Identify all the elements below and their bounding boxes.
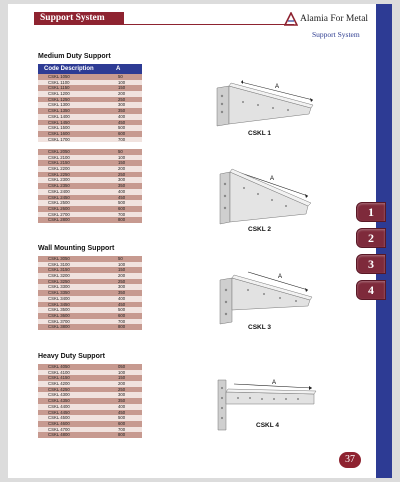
- table-row: [38, 217, 142, 223]
- code-cell: CSKL 1600: [48, 130, 70, 136]
- code-cell: CSKL 3150: [48, 267, 70, 273]
- header-title: Support System: [40, 13, 105, 23]
- tab-3[interactable]: [356, 254, 386, 274]
- section-title-wall-mounting: Wall Mounting Support: [38, 245, 115, 252]
- column-header-code: Code Description: [44, 66, 94, 72]
- dimension-a-label: A: [278, 274, 283, 280]
- code-cell: CSKL 1100: [48, 79, 70, 85]
- a-value-cell: 100: [118, 369, 126, 375]
- a-value-cell: 700: [118, 136, 126, 142]
- brand-logo: [284, 12, 376, 26]
- brand-mark-icon: [284, 12, 298, 26]
- table-row: [38, 324, 142, 330]
- section-title-medium-duty: Medium Duty Support: [38, 53, 111, 60]
- a-value-cell: 350: [118, 183, 126, 189]
- bracket-label-cskl-4: CSKL 4: [256, 422, 279, 429]
- a-value-cell: 600: [118, 312, 126, 318]
- code-cell: CSKL 2800: [48, 217, 70, 223]
- code-cell: CSKL 4300: [48, 392, 70, 398]
- code-cell: CSKL 4250: [48, 386, 70, 392]
- page-number: 37: [339, 452, 361, 468]
- code-cell: CSKL 2450: [48, 194, 70, 200]
- section-tabs: [356, 202, 386, 306]
- bracket-label-cskl-3: CSKL 3: [248, 324, 271, 331]
- a-value-cell: 300: [118, 102, 126, 108]
- a-value-cell: 200: [118, 166, 126, 172]
- a-value-cell: 250: [118, 96, 126, 102]
- a-value-cell: 450: [118, 409, 126, 415]
- a-value-cell: 400: [118, 295, 126, 301]
- code-cell: CSKL 2200: [48, 166, 70, 172]
- bracket-label-cskl-1: CSKL 1: [248, 130, 271, 137]
- code-cell: CSKL 2250: [48, 171, 70, 177]
- bracket-cskl-3-drawing: [208, 266, 323, 326]
- tab-label: 3: [368, 257, 374, 271]
- a-value-cell: 150: [118, 375, 126, 381]
- a-value-cell: 300: [118, 177, 126, 183]
- code-cell: CSKL 3200: [48, 273, 70, 279]
- a-value-cell: 100: [118, 79, 126, 85]
- code-cell: CSKL 4500: [48, 415, 70, 421]
- code-cell: CSKL 3500: [48, 307, 70, 313]
- a-value-cell: 100: [118, 261, 126, 267]
- a-value-cell: 150: [118, 85, 126, 91]
- code-cell: CSKL 4800: [48, 432, 70, 438]
- a-value-cell: 300: [118, 392, 126, 398]
- a-value-cell: 50: [118, 149, 123, 154]
- a-value-cell: 150: [118, 160, 126, 166]
- code-cell: CSKL 3050: [48, 256, 70, 261]
- dimension-a-label: A: [270, 176, 275, 182]
- code-cell: CSKL 4450: [48, 409, 70, 415]
- code-cell: CSKL 4050: [48, 364, 70, 369]
- a-value-cell: 350: [118, 290, 126, 296]
- tab-label: 1: [368, 205, 374, 219]
- spec-table-cskl-1: [38, 64, 142, 142]
- a-value-cell: 200: [118, 91, 126, 97]
- column-header-a: A: [116, 66, 121, 72]
- code-cell: CSKL 4200: [48, 381, 70, 387]
- a-value-cell: 250: [118, 278, 126, 284]
- a-value-cell: 600: [118, 420, 126, 426]
- code-cell: CSKL 4600: [48, 420, 70, 426]
- a-value-cell: 800: [118, 324, 126, 330]
- code-cell: CSKL 2150: [48, 160, 70, 166]
- a-value-cell: 50: [118, 256, 123, 261]
- bracket-label-cskl-2: CSKL 2: [248, 226, 271, 233]
- code-cell: CSKL 3450: [48, 301, 70, 307]
- code-cell: CSKL 2500: [48, 200, 70, 206]
- code-cell: CSKL 1450: [48, 119, 70, 125]
- table-header: [38, 64, 142, 74]
- code-cell: CSKL 1050: [48, 74, 70, 79]
- a-value-cell: 200: [118, 273, 126, 279]
- tab-4[interactable]: [356, 280, 386, 300]
- a-value-cell: 150: [118, 267, 126, 273]
- code-cell: CSKL 3100: [48, 261, 70, 267]
- tab-label: 4: [368, 283, 374, 297]
- code-cell: CSKL 3300: [48, 284, 70, 290]
- spec-table-cskl-3: [38, 256, 142, 330]
- a-value-cell: 500: [118, 415, 126, 421]
- code-cell: CSKL 3350: [48, 290, 70, 296]
- a-value-cell: 700: [118, 211, 126, 217]
- table-rows: [38, 364, 142, 438]
- code-cell: CSKL 3800: [48, 324, 70, 330]
- a-value-cell: 800: [118, 217, 126, 223]
- a-value-cell: 500: [118, 125, 126, 131]
- a-value-cell: 700: [118, 318, 126, 324]
- code-cell: CSKL 2400: [48, 188, 70, 194]
- a-value-cell: 700: [118, 426, 126, 432]
- bracket-cskl-2-drawing: [208, 166, 323, 228]
- code-cell: CSKL 4350: [48, 398, 70, 404]
- code-cell: CSKL 3250: [48, 278, 70, 284]
- a-value-cell: 600: [118, 205, 126, 211]
- a-value-cell: 050: [118, 364, 126, 369]
- code-cell: CSKL 2100: [48, 154, 70, 160]
- tab-label: 2: [368, 231, 374, 245]
- a-value-cell: 400: [118, 188, 126, 194]
- a-value-cell: 600: [118, 130, 126, 136]
- code-cell: CSKL 4700: [48, 426, 70, 432]
- bracket-cskl-1-drawing: [203, 72, 323, 130]
- header-rule: [34, 24, 294, 25]
- code-cell: CSKL 1350: [48, 108, 70, 114]
- a-value-cell: 450: [118, 301, 126, 307]
- a-value-cell: 450: [118, 119, 126, 125]
- a-value-cell: 100: [118, 154, 126, 160]
- code-cell: CSKL 2700: [48, 211, 70, 217]
- code-cell: CSKL 1200: [48, 91, 70, 97]
- dimension-a-label: A: [272, 380, 277, 386]
- a-value-cell: 400: [118, 403, 126, 409]
- a-value-cell: 450: [118, 194, 126, 200]
- code-cell: CSKL 1500: [48, 125, 70, 131]
- spec-table-cskl-4: [38, 364, 142, 438]
- code-cell: CSKL 1300: [48, 102, 70, 108]
- a-value-cell: 200: [118, 381, 126, 387]
- tab-2[interactable]: [356, 228, 386, 248]
- a-value-cell: 500: [118, 200, 126, 206]
- spec-table-cskl-2: [38, 149, 142, 223]
- a-value-cell: 350: [118, 398, 126, 404]
- code-cell: CSKL 3700: [48, 318, 70, 324]
- code-cell: CSKL 1250: [48, 96, 70, 102]
- code-cell: CSKL 2050: [48, 149, 70, 154]
- dimension-a-label: A: [275, 84, 280, 90]
- a-value-cell: 50: [118, 74, 123, 79]
- code-cell: CSKL 3600: [48, 312, 70, 318]
- code-cell: CSKL 2350: [48, 183, 70, 189]
- code-cell: CSKL 1400: [48, 113, 70, 119]
- a-value-cell: 500: [118, 307, 126, 313]
- table-rows: [38, 149, 142, 223]
- catalog-page: [8, 4, 392, 478]
- table-rows: [38, 74, 142, 142]
- code-cell: CSKL 4100: [48, 369, 70, 375]
- table-row: [38, 432, 142, 438]
- a-value-cell: 250: [118, 171, 126, 177]
- a-value-cell: 250: [118, 386, 126, 392]
- a-value-cell: 300: [118, 284, 126, 290]
- a-value-cell: 800: [118, 432, 126, 438]
- code-cell: CSKL 1150: [48, 85, 70, 91]
- code-cell: CSKL 4150: [48, 375, 70, 381]
- code-cell: CSKL 2600: [48, 205, 70, 211]
- brand-subtitle: Support System: [312, 30, 360, 39]
- code-cell: CSKL 2300: [48, 177, 70, 183]
- code-cell: CSKL 1700: [48, 136, 70, 142]
- a-value-cell: 350: [118, 108, 126, 114]
- table-row: [38, 137, 142, 143]
- table-rows: [38, 256, 142, 330]
- a-value-cell: 400: [118, 113, 126, 119]
- brand-name: Alamia For Metal: [300, 14, 369, 24]
- tab-1[interactable]: [356, 202, 386, 222]
- section-title-heavy-duty: Heavy Duty Support: [38, 353, 105, 360]
- code-cell: CSKL 4400: [48, 403, 70, 409]
- code-cell: CSKL 3400: [48, 295, 70, 301]
